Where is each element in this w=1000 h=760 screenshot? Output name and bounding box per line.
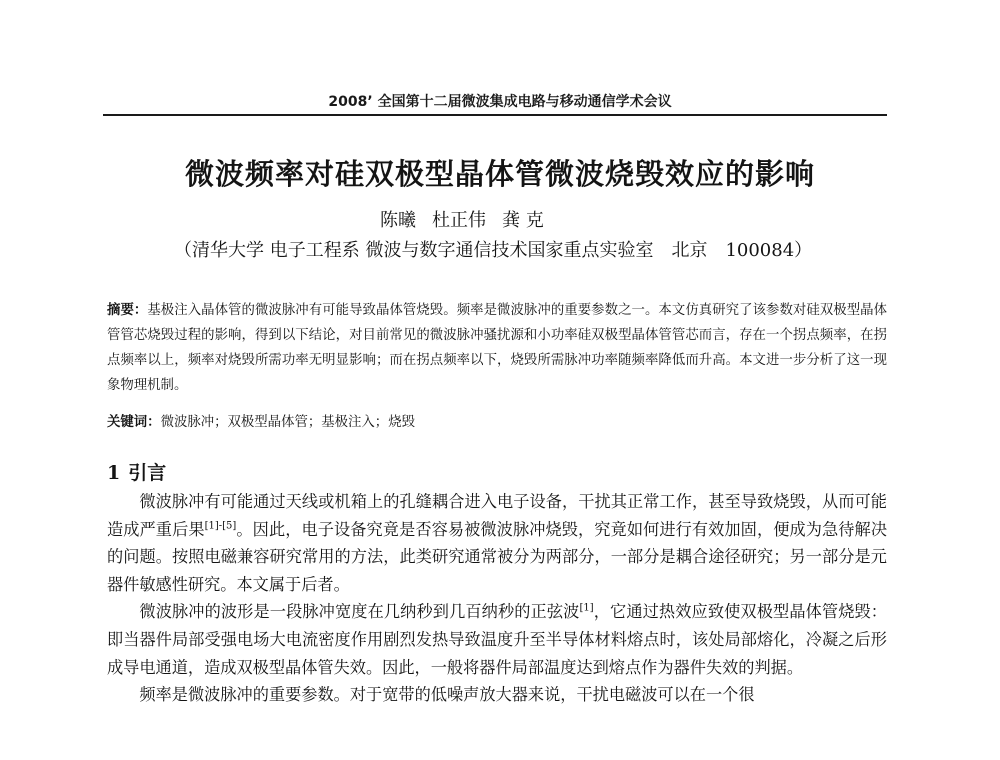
author-list	[380, 206, 560, 232]
section-number: 1	[107, 462, 121, 484]
paragraph-text: 微波脉冲有可能通过天线或机箱上的孔缝耦合进入电子设备，干扰其正常工作，甚至导致烧毁，从而可能造成严重后果	[107, 492, 887, 539]
author-name: 龚 克	[502, 210, 544, 231]
abstract-label: 摘要：	[107, 303, 148, 318]
citation: [1]	[579, 602, 594, 614]
affiliation: （清华大学 电子工程系 微波与数字通信技术国家重点实验室 北京 100084）	[174, 240, 813, 261]
paragraph-text: ，它通过热效应致使双极型晶体管烧毁：即当器件局部受强电场大电流密度作用剧烈发热导致温度升至半导体材料熔点时，该处局部熔化，冷凝之后形成导电通道，造成双极型晶体管失效。因此，一般将器件局部温度达到熔点作为器件失效的判据。	[107, 602, 887, 677]
citation: [1]-[5]	[204, 520, 237, 532]
abstract	[107, 298, 887, 398]
paragraph	[107, 598, 887, 681]
section-heading	[107, 458, 166, 485]
abstract-text: 基极注入晶体管的微波脉冲有可能导致晶体管烧毁。频率是微波脉冲的重要参数之一。本文仿真研究了该参数对硅双极型晶体管管芯烧毁过程的影响，得到以下结论，对目前常见的微波脉冲骚扰源和小功率硅双极型晶体管管芯而言，存在一个拐点频率，在拐点频率以上，频率对烧毁所需功率无明显影响；而在拐点频率以下，烧毁所需脉冲功率随频率降低而升高。本文进一步分析了这一现象物理机制。	[107, 303, 888, 393]
body-text	[107, 488, 887, 709]
paragraph	[107, 488, 887, 598]
paragraph	[107, 681, 887, 709]
paragraph-text: 微波脉冲的波形是一段脉冲宽度在几纳秒到几百纳秒的正弦波	[139, 602, 580, 622]
paragraph-text: 。因此，电子设备究竟是否容易被微波脉冲烧毁，究竟如何进行有效加固，便成为急待解决的问题。按照电磁兼容研究常用的方法，此类研究通常被分为两部分，一部分是耦合途径研究；另一部分是元器件敏感性研究。本文属于后者。	[107, 519, 888, 594]
paragraph-text: 频率是微波脉冲的重要参数。对于宽带的低噪声放大器来说，干扰电磁波可以在一个很	[139, 685, 755, 705]
author-name: 杜正伟	[432, 210, 486, 231]
keywords-text: 微波脉冲；双极型晶体管；基极注入；烧毁	[160, 415, 415, 430]
header-rule	[103, 114, 887, 116]
conference-header: 2008’ 全国第十二届微波集成电路与移动通信学术会议	[328, 94, 672, 110]
author-name: 陈曦	[380, 210, 416, 231]
section-title: 引言	[128, 462, 167, 484]
keywords	[107, 410, 887, 435]
paper-title: 微波频率对硅双极型晶体管微波烧毁效应的影响	[184, 157, 815, 191]
keywords-label: 关键词：	[107, 415, 161, 430]
